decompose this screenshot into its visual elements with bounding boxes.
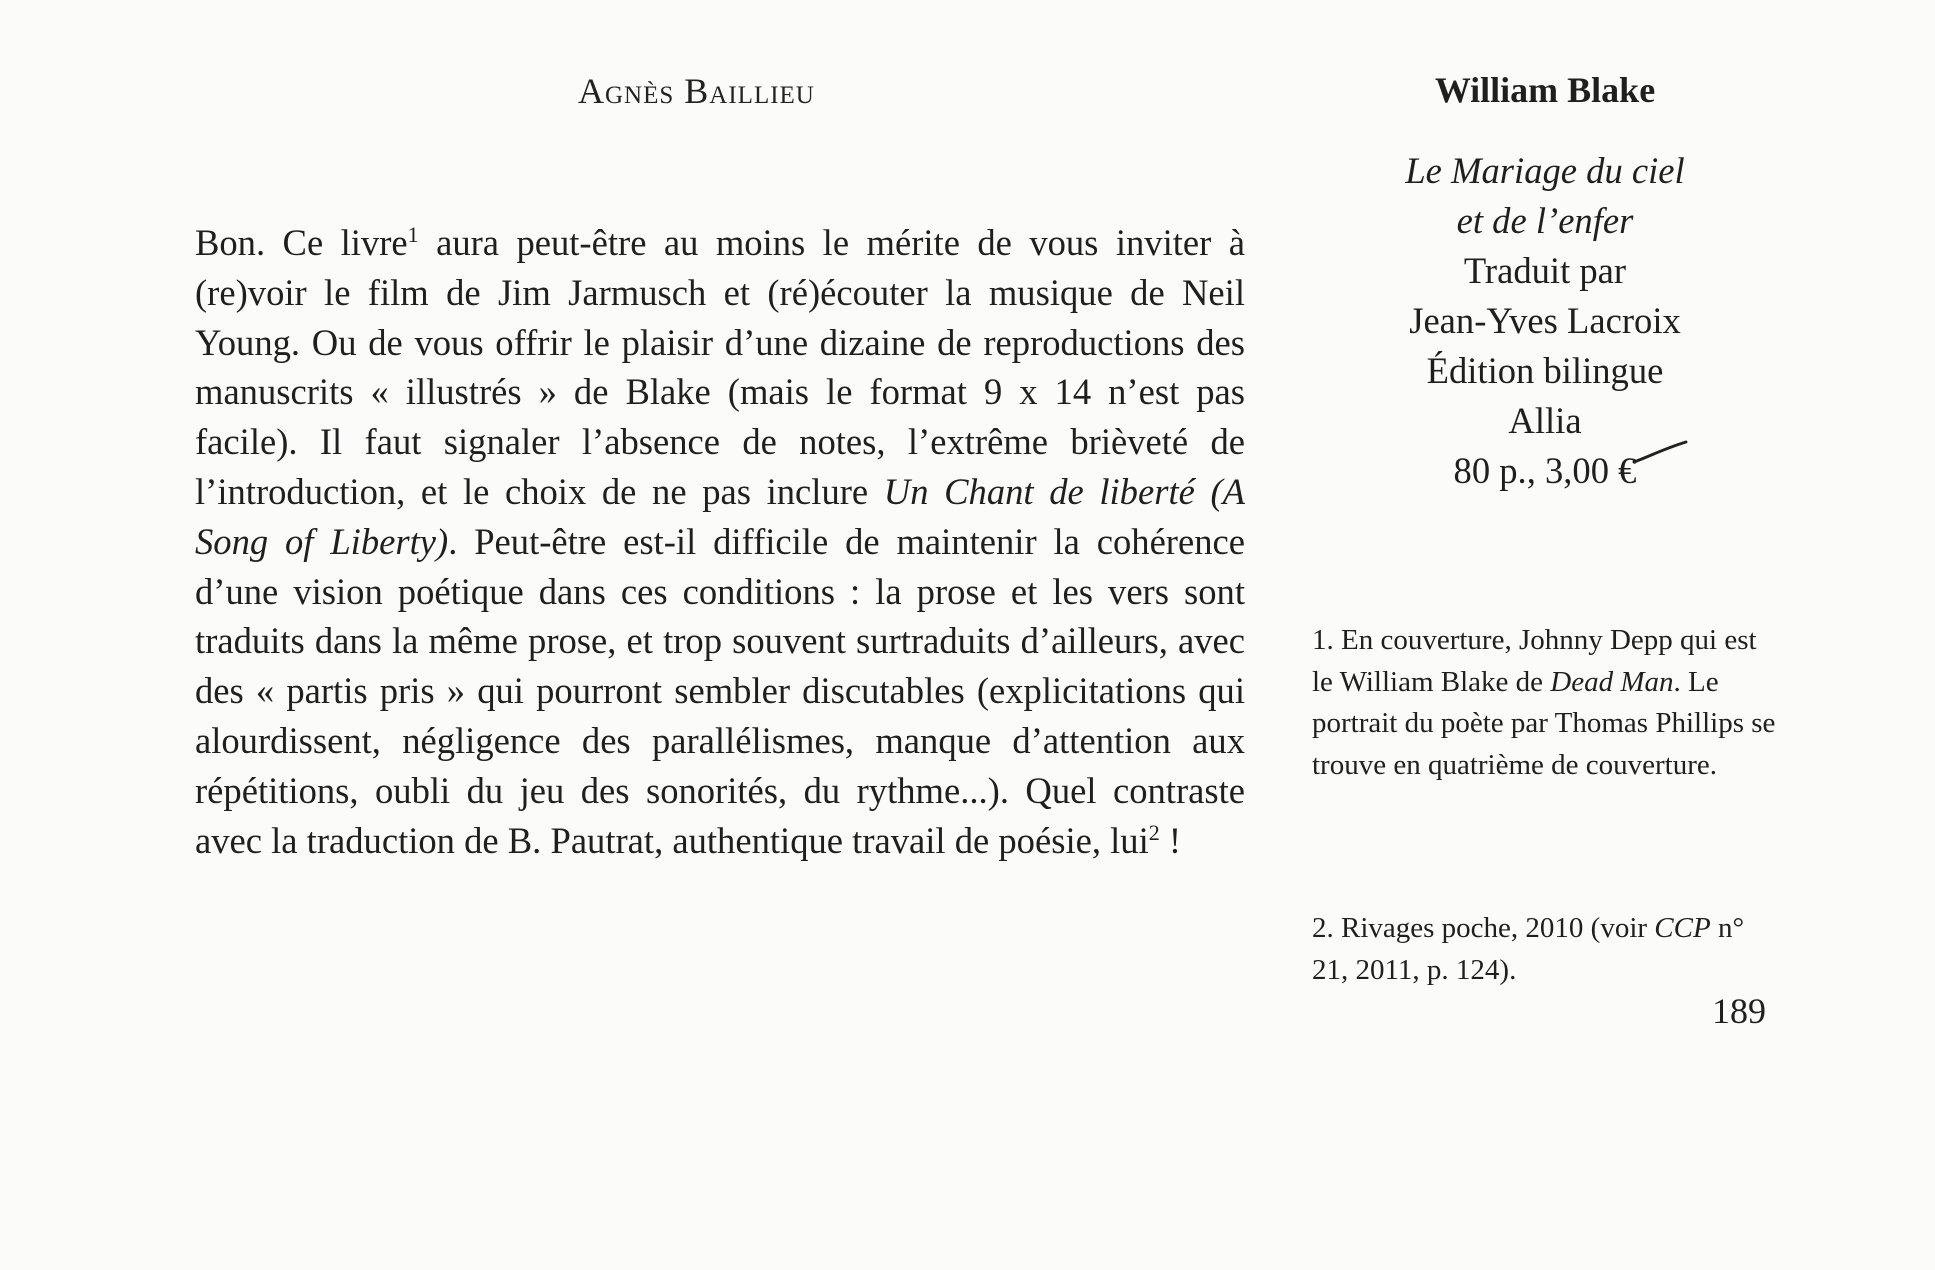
text-segment: ! [1159, 819, 1182, 861]
film-title: Dead Man [1550, 665, 1674, 698]
text-segment: . Peut-être est-il difficile de maintenir la cohérence d’une vision poétique dans ces conditions : la prose et les vers sont traduits dans la même prose, et trop souvent surtraduits d’ailleurs, avec des « partis pris » qui pourront sembler discutables (explicitations qui alourdissent, négligence des parallélismes, manque d’attention aux répétitions, oubli du jeu des sonorités, du rythme...). Quel contraste avec la traduction de B. Pautrat, authentique travail de poésie, lui [195, 520, 1245, 861]
pen-mark-icon [1630, 438, 1690, 468]
text-segment: Bon. Ce livre [195, 222, 408, 263]
edition: Édition bilingue [1426, 350, 1664, 391]
footnote-1 [1312, 620, 1782, 786]
book-author: William Blake [1434, 70, 1656, 110]
book-info [1330, 66, 1760, 496]
pages-price: 80 p., 3,00 € [1453, 450, 1637, 491]
footnote-text: 2. Rivages poche, 2010 (voir [1312, 912, 1655, 944]
translated-by: Traduit par [1463, 250, 1627, 291]
footnote-2 [1312, 908, 1782, 991]
book-title-line-2: et de l’enfer [1456, 200, 1634, 241]
translator: Jean-Yves Lacroix [1409, 300, 1681, 341]
italic-title: Un Chant de liberté (A Song of Liberty) [195, 470, 1245, 562]
journal-abbrev: CCP [1654, 912, 1711, 944]
text-segment: aura peut-être au moins le mérite de vous inviter à (re)voir le film de Jim Jarmusch et (ré)écouter la musique de Neil Young. Ou de vous offrir le plaisir d’une dizaine de reproductions des manuscrits « illustrés » de Blake (mais le format 9 x 14 n’est pas facile). Il faut signaler l’absence de notes, l’extrême brièveté de l’introduction, et le choix de ne pas inclure [195, 222, 1245, 512]
footnote-text: 1. En couverture, Johnny Depp qui est le William Blake de [1312, 624, 1757, 698]
review-paragraph [195, 218, 1245, 865]
review-body [195, 218, 1245, 865]
footnote-text: . Le portrait du poète par Thomas Phillips se trouve en quatrième de couverture. [1312, 665, 1776, 781]
book-title-line-1: Le Mariage du ciel [1405, 150, 1685, 191]
publisher: Allia [1508, 400, 1582, 441]
footnote-text: n° 21, 2011, p. 124). [1312, 912, 1745, 986]
footnote-ref-2: 2 [1148, 819, 1160, 845]
article-author: Agnès Baillieu [578, 71, 815, 111]
footnote-ref-1: 1 [407, 221, 419, 247]
page-number: 189 [1712, 991, 1766, 1031]
